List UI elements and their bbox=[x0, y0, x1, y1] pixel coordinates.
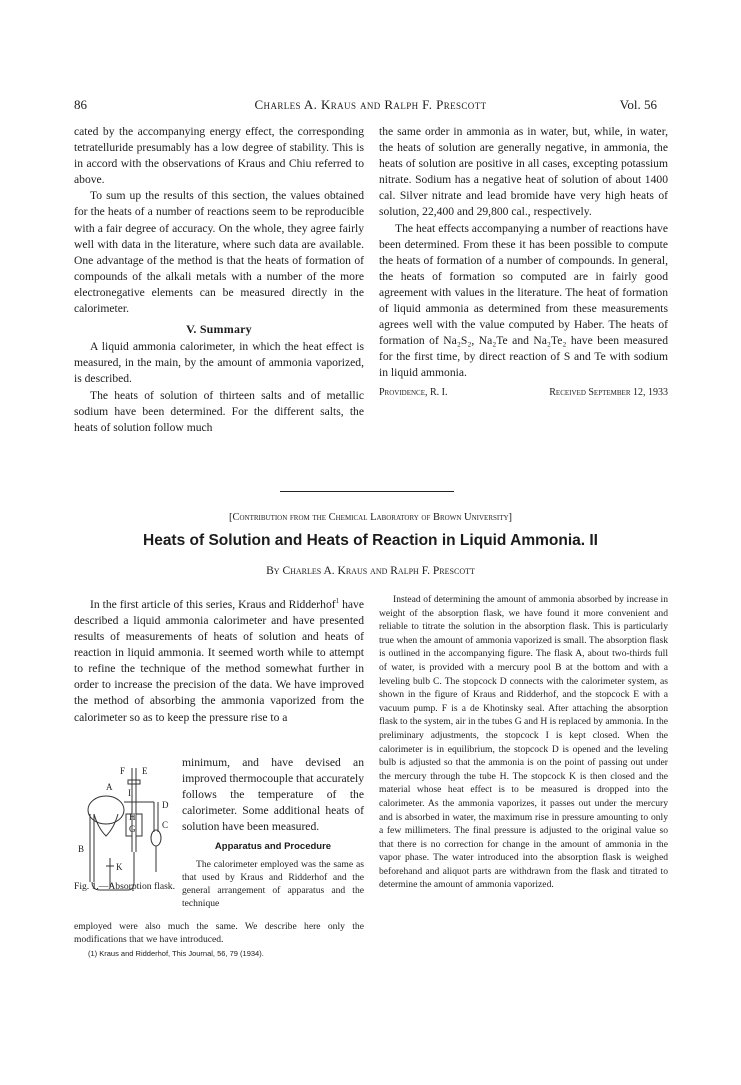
summary-heading: V. Summary bbox=[186, 322, 252, 337]
place-label: Providence, R. I. bbox=[379, 386, 448, 398]
section-divider bbox=[280, 491, 454, 492]
paragraph: cated by the accompanying energy effect, the corresponding tetratelluride presumably has a low degree of stability. This is in accord with the observations of Kraus and Chiu referred to above. bbox=[74, 125, 364, 187]
prev-article-left-column bbox=[74, 124, 364, 436]
footnote-ref: 1 bbox=[335, 597, 340, 605]
apparatus-heading: Apparatus and Procedure bbox=[214, 841, 332, 853]
prev-article-right-column bbox=[379, 124, 668, 401]
paragraph: Instead of determining the amount of ammonia absorbed by increase in weight of the absorption flask, we have found it more convenient and reliable to titrate the solution in the absorption flask. This is particularly true when the amount of ammonia vaporized is small. The absorption flask is outlined in the accompanying figure. The flask A, about two-thirds full of water, is provided with a mercury pool B at the bottom and with a leveling bulb C. The stopcock D connects with the calorimeter system, as shown in the figure of Kraus and Ridderhof, and the stopcock E with a vacuum pump. F is a de Khotinsky seal. After attaching the absorption flask to the system, air in the tubes G and H is replaced by ammonia. In the preliminary adjustments, the stopcock I is kept closed. When the calorimeter is in equilibrium, the stopcock D is opened and the leveling bulb is adjusted so that the ammonia is on the point of passing out under the mercury through the tube H. The stopcock K is then closed and the material whose heat effect is to be measured is dropped into the calorimeter. As the ammonia vaporizes, it passes out under the mercury and is absorbed in water, the maximum rise in pressure amounting to only a few millimeters. The final pressure is adjusted to the original value so that there is no correction for change in the amount of ammonia in the vapor phase. The water introduced into the absorption flask is weighed beforehand and aliquot parts are withdrawn from the flask and titrated to determine the amount of ammonia vaporized. bbox=[379, 594, 668, 891]
article-end-line bbox=[379, 385, 668, 401]
article-byline: By Charles A. Kraus and Ralph F. Prescott bbox=[266, 565, 475, 577]
volume-label: Vol. 56 bbox=[619, 97, 657, 112]
paragraph: The heats of solution of thirteen salts and of metallic sodium have been determined. For the different salts, the heats of solution follow much bbox=[74, 388, 364, 434]
figure-caption: Fig. 1.—Absorption flask. bbox=[74, 881, 176, 892]
figure-label-D: D bbox=[162, 800, 169, 810]
figure-label-B: B bbox=[78, 844, 85, 854]
paragraph: minimum, and have devised an improved thermocouple that accurately follows the temperature of the calorimeter. Some additional heats of solution have been measured. bbox=[182, 756, 364, 834]
page-number: 86 bbox=[74, 97, 87, 112]
figure-label-H: H bbox=[129, 812, 136, 822]
paragraph: The calorimeter employed was the same as that used by Kraus and Ridderhof and the general arrangement of apparatus and the technique bbox=[182, 858, 364, 910]
new-article-right-column bbox=[379, 593, 668, 892]
figure-label-K: K bbox=[116, 862, 123, 872]
paragraph: A liquid ammonia calorimeter, in which the heat effect is measured, in the main, by the amount of ammonia vaporized, is described. bbox=[74, 340, 364, 386]
text-below-figure bbox=[74, 920, 364, 946]
running-header-authors: Charles A. Kraus and Ralph F. Prescott bbox=[254, 97, 487, 112]
intro-paragraph-top bbox=[74, 593, 364, 726]
figure-label-I: I bbox=[128, 788, 131, 798]
paragraph: The heat effects accompanying a number of reactions have been determined. From these it has been possible to compute the heats of formation of a number of compounds. In general, the heats of formation so computed are in fairly good agreement with values in the literature. The heat of formation of liquid ammonia as determined from these measurements agrees well with the value computed by Haber. The heats of formation of Na₂S₂, Na₂Te and Na₂Te₂ have been measured for the first time, by direct reaction of S and Te with sodium in liquid ammonia. bbox=[379, 221, 668, 380]
intro-text-cont: have described a liquid ammonia calorimeter and have presented results of measurements of heats of solution and heats of reaction in liquid ammonia. It seemed worth while to attempt to refine the technique of the method somewhat further in order to increase the precision of the data. We have improved the method of absorbing the ammonia vaporized from the calorimeter so as to keep the pressure rise to a bbox=[74, 597, 364, 724]
received-date: Received September 12, 1933 bbox=[549, 386, 668, 398]
contribution-line: [Contribution from the Chemical Laboratory of Brown University] bbox=[228, 512, 513, 523]
figure-label-C: C bbox=[162, 820, 169, 830]
article-title: Heats of Solution and Heats of Reaction in Liquid Ammonia. II bbox=[143, 532, 598, 549]
text-beside-figure bbox=[182, 755, 364, 910]
paragraph: To sum up the results of this section, the values obtained for the heats of a number of reactions seem to be reproducible with a fair degree of accuracy. On the whole, they agree fairly well with data in the literature, where such data are available. One advantage of the method is that the heats of formation of compounds of the alkali metals with a number of the more electronegative elements can be measured directly in the calorimeter. bbox=[74, 189, 364, 316]
footnote: (1) Kraus and Ridderhof, This Journal, 56, 79 (1934). bbox=[88, 949, 264, 958]
figure-label-A: A bbox=[106, 782, 113, 792]
figure-label-E: E bbox=[142, 766, 148, 776]
absorption-flask-figure bbox=[76, 762, 194, 897]
paragraph: the same order in ammonia as in water, but, while, in water, the heats of solution are generally negative, in ammonia, the heats of solution are positive in all cases, excepting potassium nitrate. Sodium has a negative heat of solution of about 1400 cal. Silver nitrate and lead bromide have very high heats of solution, 22,400 and 29,800 cal., respectively. bbox=[379, 125, 668, 219]
intro-text: In the first article of this series, Kraus and Ridderhof bbox=[90, 597, 336, 611]
paragraph bbox=[74, 593, 364, 726]
figure-label-F: F bbox=[120, 766, 126, 776]
figure-label-G: G bbox=[129, 824, 136, 834]
paragraph: employed were also much the same. We describe here only the modifications that we have introduced. bbox=[74, 921, 364, 946]
